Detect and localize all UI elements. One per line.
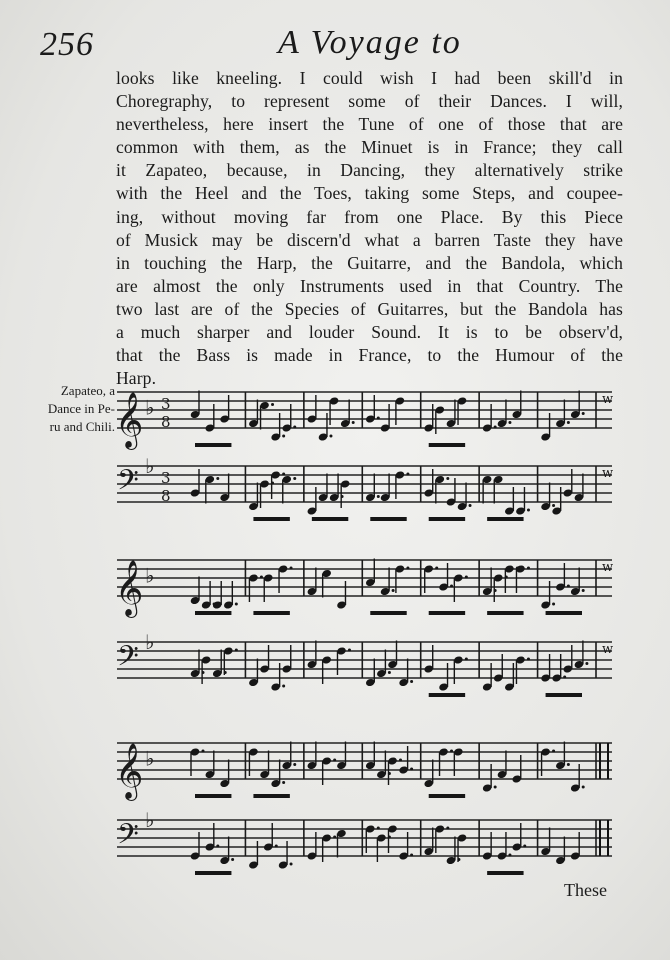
beam [429,794,465,798]
text-line: Choregraphy, to represent some of their Dances. I will, [116,91,623,112]
text-line: looks like kneeling. I could wish I had been skill'd in [116,68,623,88]
page-number: 256 [40,26,94,63]
beam [487,611,523,615]
text-line: of Musick may be discern'd what a barren Taste they have [116,229,623,250]
dot [567,585,570,588]
text-line: it Zapateo, because, in Dancing, they alternatively strike [116,160,623,181]
dot [465,658,468,661]
dot [282,473,285,476]
beam [429,517,465,521]
dot [469,504,472,507]
text-line: common with them, as the Minuet is in France; they call [116,137,623,158]
dot [406,473,409,476]
beam [429,443,465,447]
dot [465,576,468,579]
bass-clef-icon: 𝄢 [117,464,139,504]
beam [546,693,582,697]
dot [352,421,355,424]
dot [235,603,238,606]
dot [527,658,530,661]
dot [523,845,526,848]
dot [563,676,566,679]
beam [429,693,465,697]
dot [329,435,332,438]
treble-clef-icon: 𝄞 [115,560,144,616]
dot [348,649,351,652]
dot [567,421,570,424]
time-signature-denominator: 8 [161,487,171,506]
text-line: Harp. [116,368,157,389]
custos-icon: w [602,391,614,407]
beam [370,611,406,615]
catchword: These [564,880,607,900]
dot [282,435,285,438]
dot [494,426,497,429]
beam [253,794,289,798]
dot [293,763,296,766]
margin-note-line: Dance in Pe- [47,401,115,416]
margin-note-line: ru and Chili. [49,419,115,434]
dot [216,477,219,480]
dot [260,576,263,579]
treble-clef-icon: 𝄞 [115,743,144,799]
dot [406,567,409,570]
dot [582,786,585,789]
dot [508,421,511,424]
dot [410,680,413,683]
time-signature-numerator: 3 [161,395,171,414]
dot [527,567,530,570]
dot [552,603,555,606]
beam [195,611,231,615]
dot [293,426,296,429]
text-line: a much sharper and louder Sound. It is to be observ'd, [116,322,623,343]
dot [290,567,293,570]
custos-icon: w [602,465,614,481]
dot [282,781,285,784]
beam [370,517,406,521]
beam [195,443,231,447]
beam [487,517,523,521]
beam [195,871,231,875]
dot [552,750,555,753]
time-signature-numerator: 3 [161,469,171,488]
dot [410,854,413,857]
dot [377,827,380,830]
text-line: that the Bass is made in France, to the Humour of the [116,345,623,366]
text-line: with the Heel and the Toes, taking some Steps, and coupee- [116,183,623,204]
beam [487,871,523,875]
running-title: A Voyage to [278,24,462,61]
margin-note-line: Zapateo, a [60,383,115,398]
beam [546,611,582,615]
dot [567,763,570,766]
treble-clef-icon: 𝄞 [115,392,144,448]
flat-sign-icon: ♭ [145,808,155,833]
beam [429,611,465,615]
text-line: in touching the Harp, the Guitarre, and the Bandola, which [116,252,623,273]
dot [377,417,380,420]
flat-sign-icon: ♭ [145,563,155,588]
dot [508,854,511,857]
dot [235,649,238,652]
dot [527,509,530,512]
dot [399,759,402,762]
beam [195,794,231,798]
dot [333,759,336,762]
flat-sign-icon: ♭ [145,630,155,655]
custos-icon: w [602,559,614,575]
time-signature-denominator: 8 [161,413,171,432]
dot [410,768,413,771]
bass-clef-icon: 𝄢 [117,818,139,858]
dot [231,858,234,861]
text-line: ing, without moving far from one Place. By this Piece [116,206,623,227]
dot [216,845,219,848]
custos-icon: w [602,641,614,657]
dot [377,495,380,498]
dot [585,662,588,665]
dot [446,827,449,830]
dot [450,750,453,753]
dot [333,836,336,839]
beam [253,517,289,521]
dot [388,671,391,674]
text-line: two last are of the Species of Guitarres, but the Bandola has [116,298,623,319]
beam [253,611,289,615]
dot [582,589,585,592]
bass-clef-icon: 𝄢 [117,640,139,680]
flat-sign-icon: ♭ [145,454,155,479]
dot [450,585,453,588]
dot [446,477,449,480]
dot [494,786,497,789]
text-line: are almost the only Instruments used in that Country. The [116,275,623,296]
dot [435,567,438,570]
dot [202,750,205,753]
dot [282,685,285,688]
text-line: nevertheless, here insert the Tune of one of those that are [116,114,623,135]
dot [271,403,274,406]
dot [582,412,585,415]
dot [392,589,395,592]
beam [312,517,348,521]
dot [275,845,278,848]
dot [293,477,296,480]
dot [290,863,293,866]
dot [552,504,555,507]
flat-sign-icon: ♭ [145,395,155,420]
flat-sign-icon: ♭ [145,746,155,771]
